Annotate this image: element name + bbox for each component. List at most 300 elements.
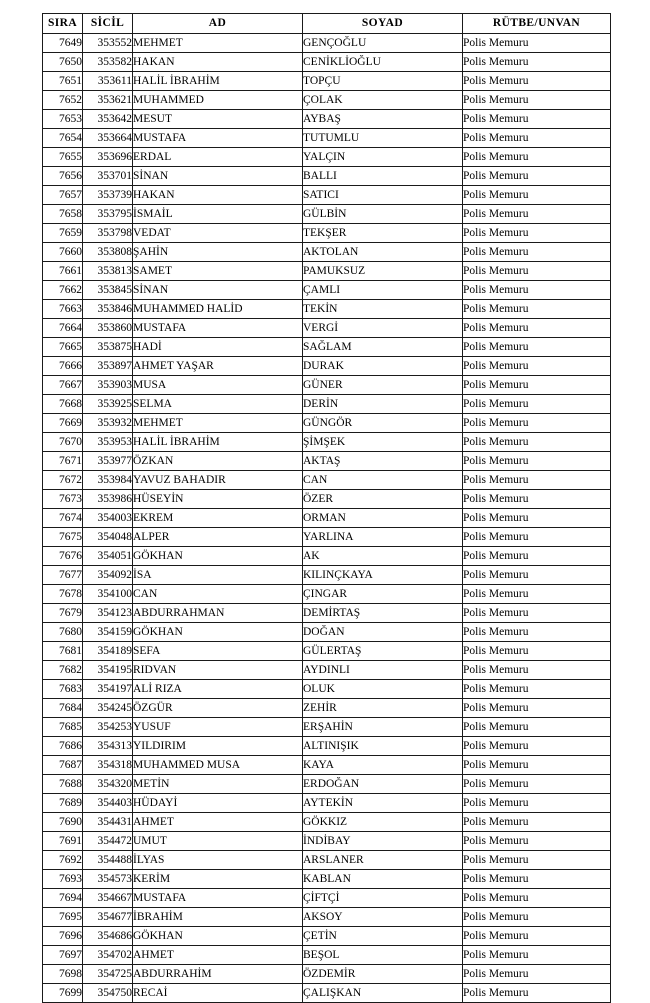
cell-sira: 7668 <box>43 395 83 414</box>
cell-rutbe: Polis Memuru <box>463 851 611 870</box>
table-row <box>43 53 611 72</box>
cell-sicil: 353977 <box>83 452 133 471</box>
table-row <box>43 395 611 414</box>
cell-rutbe: Polis Memuru <box>463 319 611 338</box>
cell-rutbe: Polis Memuru <box>463 832 611 851</box>
cell-ad: ŞAHİN <box>133 243 303 262</box>
cell-sira: 7667 <box>43 376 83 395</box>
table-row <box>43 661 611 680</box>
cell-soyad: ORMAN <box>303 509 463 528</box>
column-header-rutbe: RÜTBE/UNVAN <box>463 14 611 34</box>
cell-rutbe: Polis Memuru <box>463 34 611 53</box>
table-row <box>43 433 611 452</box>
cell-rutbe: Polis Memuru <box>463 566 611 585</box>
cell-soyad: AK <box>303 547 463 566</box>
cell-sira: 7671 <box>43 452 83 471</box>
cell-ad: HADİ <box>133 338 303 357</box>
cell-soyad: ŞİMŞEK <box>303 433 463 452</box>
cell-sira: 7655 <box>43 148 83 167</box>
cell-ad: HAKAN <box>133 53 303 72</box>
table-row <box>43 984 611 1003</box>
cell-ad: MUSTAFA <box>133 129 303 148</box>
cell-ad: HÜSEYİN <box>133 490 303 509</box>
cell-ad: MUHAMMED MUSA <box>133 756 303 775</box>
cell-soyad: TOPÇU <box>303 72 463 91</box>
cell-sicil: 354318 <box>83 756 133 775</box>
cell-ad: HALİL İBRAHİM <box>133 433 303 452</box>
cell-rutbe: Polis Memuru <box>463 889 611 908</box>
cell-sira: 7675 <box>43 528 83 547</box>
cell-sicil: 353642 <box>83 110 133 129</box>
cell-sicil: 354667 <box>83 889 133 908</box>
cell-ad: MUSTAFA <box>133 889 303 908</box>
cell-soyad: TEKİN <box>303 300 463 319</box>
cell-sira: 7676 <box>43 547 83 566</box>
cell-ad: YUSUF <box>133 718 303 737</box>
cell-rutbe: Polis Memuru <box>463 395 611 414</box>
table-row <box>43 927 611 946</box>
cell-sira: 7686 <box>43 737 83 756</box>
cell-rutbe: Polis Memuru <box>463 737 611 756</box>
table-row <box>43 775 611 794</box>
cell-soyad: CAN <box>303 471 463 490</box>
cell-soyad: İNDİBAY <box>303 832 463 851</box>
cell-rutbe: Polis Memuru <box>463 775 611 794</box>
cell-soyad: OLUK <box>303 680 463 699</box>
cell-soyad: BEŞOL <box>303 946 463 965</box>
cell-ad: AHMET <box>133 813 303 832</box>
cell-sira: 7658 <box>43 205 83 224</box>
table-row <box>43 889 611 908</box>
cell-rutbe: Polis Memuru <box>463 813 611 832</box>
table-row <box>43 851 611 870</box>
cell-sicil: 353897 <box>83 357 133 376</box>
cell-ad: RIDVAN <box>133 661 303 680</box>
table-row <box>43 642 611 661</box>
cell-ad: SİNAN <box>133 167 303 186</box>
cell-rutbe: Polis Memuru <box>463 718 611 737</box>
table-row <box>43 680 611 699</box>
cell-soyad: ERDOĞAN <box>303 775 463 794</box>
cell-sira: 7689 <box>43 794 83 813</box>
cell-ad: İBRAHİM <box>133 908 303 927</box>
cell-ad: İLYAS <box>133 851 303 870</box>
cell-sicil: 353552 <box>83 34 133 53</box>
cell-sira: 7664 <box>43 319 83 338</box>
cell-rutbe: Polis Memuru <box>463 984 611 1003</box>
cell-sira: 7656 <box>43 167 83 186</box>
table-row <box>43 91 611 110</box>
cell-sicil: 353984 <box>83 471 133 490</box>
cell-sira: 7659 <box>43 224 83 243</box>
cell-sicil: 354677 <box>83 908 133 927</box>
cell-sicil: 353739 <box>83 186 133 205</box>
cell-sira: 7649 <box>43 34 83 53</box>
table-body <box>43 34 611 1003</box>
document-page <box>42 13 610 1003</box>
cell-soyad: ÇETİN <box>303 927 463 946</box>
cell-sira: 7694 <box>43 889 83 908</box>
cell-soyad: DERİN <box>303 395 463 414</box>
cell-soyad: CENİKLİOĞLU <box>303 53 463 72</box>
cell-sicil: 354159 <box>83 623 133 642</box>
cell-ad: AHMET YAŞAR <box>133 357 303 376</box>
cell-rutbe: Polis Memuru <box>463 604 611 623</box>
cell-sicil: 354431 <box>83 813 133 832</box>
cell-rutbe: Polis Memuru <box>463 262 611 281</box>
cell-sicil: 354313 <box>83 737 133 756</box>
cell-soyad: ÇINGAR <box>303 585 463 604</box>
table-row <box>43 338 611 357</box>
cell-rutbe: Polis Memuru <box>463 471 611 490</box>
column-header-sicil: SİCİL <box>83 14 133 34</box>
table-row <box>43 604 611 623</box>
table-row <box>43 490 611 509</box>
cell-sicil: 354197 <box>83 680 133 699</box>
cell-soyad: GÜNER <box>303 376 463 395</box>
cell-sicil: 354750 <box>83 984 133 1003</box>
cell-sira: 7663 <box>43 300 83 319</box>
table-row <box>43 509 611 528</box>
cell-sicil: 354488 <box>83 851 133 870</box>
cell-sira: 7650 <box>43 53 83 72</box>
cell-ad: SEFA <box>133 642 303 661</box>
table-row <box>43 167 611 186</box>
column-header-ad: AD <box>133 14 303 34</box>
cell-sira: 7692 <box>43 851 83 870</box>
cell-ad: MUHAMMED HALİD <box>133 300 303 319</box>
cell-sicil: 353845 <box>83 281 133 300</box>
cell-ad: KERİM <box>133 870 303 889</box>
cell-sicil: 353696 <box>83 148 133 167</box>
cell-sicil: 354100 <box>83 585 133 604</box>
cell-ad: RECAİ <box>133 984 303 1003</box>
cell-rutbe: Polis Memuru <box>463 148 611 167</box>
cell-soyad: DOĞAN <box>303 623 463 642</box>
cell-sira: 7677 <box>43 566 83 585</box>
table-row <box>43 205 611 224</box>
cell-soyad: ÇAMLI <box>303 281 463 300</box>
table-row <box>43 699 611 718</box>
cell-rutbe: Polis Memuru <box>463 908 611 927</box>
cell-rutbe: Polis Memuru <box>463 946 611 965</box>
cell-rutbe: Polis Memuru <box>463 224 611 243</box>
cell-sira: 7662 <box>43 281 83 300</box>
cell-soyad: BALLI <box>303 167 463 186</box>
cell-ad: ALİ RIZA <box>133 680 303 699</box>
cell-ad: YILDIRIM <box>133 737 303 756</box>
cell-sira: 7690 <box>43 813 83 832</box>
table-row <box>43 72 611 91</box>
table-row <box>43 281 611 300</box>
cell-rutbe: Polis Memuru <box>463 205 611 224</box>
cell-sicil: 353986 <box>83 490 133 509</box>
cell-sicil: 354320 <box>83 775 133 794</box>
table-row <box>43 471 611 490</box>
table-header-row <box>43 14 611 34</box>
cell-rutbe: Polis Memuru <box>463 91 611 110</box>
cell-sira: 7673 <box>43 490 83 509</box>
cell-sicil: 354686 <box>83 927 133 946</box>
table-row <box>43 737 611 756</box>
table-row <box>43 129 611 148</box>
cell-sira: 7691 <box>43 832 83 851</box>
table-row <box>43 908 611 927</box>
cell-sira: 7698 <box>43 965 83 984</box>
cell-sicil: 354245 <box>83 699 133 718</box>
cell-sicil: 354472 <box>83 832 133 851</box>
cell-ad: VEDAT <box>133 224 303 243</box>
table-row <box>43 376 611 395</box>
cell-sicil: 353795 <box>83 205 133 224</box>
cell-ad: ABDURRAHİM <box>133 965 303 984</box>
cell-sicil: 353664 <box>83 129 133 148</box>
cell-soyad: DURAK <box>303 357 463 376</box>
cell-ad: MEHMET <box>133 414 303 433</box>
cell-rutbe: Polis Memuru <box>463 680 611 699</box>
table-header <box>43 14 611 34</box>
cell-ad: HAKAN <box>133 186 303 205</box>
cell-ad: İSA <box>133 566 303 585</box>
table-row <box>43 224 611 243</box>
cell-soyad: AKTAŞ <box>303 452 463 471</box>
cell-soyad: KAYA <box>303 756 463 775</box>
cell-soyad: ZEHİR <box>303 699 463 718</box>
cell-soyad: ERŞAHİN <box>303 718 463 737</box>
cell-soyad: YALÇIN <box>303 148 463 167</box>
cell-sira: 7684 <box>43 699 83 718</box>
cell-ad: UMUT <box>133 832 303 851</box>
cell-sicil: 353808 <box>83 243 133 262</box>
cell-rutbe: Polis Memuru <box>463 528 611 547</box>
cell-ad: MEHMET <box>133 34 303 53</box>
table-row <box>43 528 611 547</box>
cell-sira: 7670 <box>43 433 83 452</box>
cell-ad: ÖZKAN <box>133 452 303 471</box>
cell-rutbe: Polis Memuru <box>463 110 611 129</box>
cell-ad: MUHAMMED <box>133 91 303 110</box>
table-row <box>43 300 611 319</box>
cell-rutbe: Polis Memuru <box>463 72 611 91</box>
cell-sicil: 354195 <box>83 661 133 680</box>
cell-soyad: TUTUMLU <box>303 129 463 148</box>
table-row <box>43 34 611 53</box>
cell-soyad: GENÇOĞLU <box>303 34 463 53</box>
cell-rutbe: Polis Memuru <box>463 585 611 604</box>
cell-rutbe: Polis Memuru <box>463 699 611 718</box>
cell-sicil: 353875 <box>83 338 133 357</box>
cell-sicil: 354573 <box>83 870 133 889</box>
cell-soyad: ÇİFTÇİ <box>303 889 463 908</box>
table-row <box>43 794 611 813</box>
cell-sicil: 354051 <box>83 547 133 566</box>
cell-soyad: KABLAN <box>303 870 463 889</box>
cell-rutbe: Polis Memuru <box>463 53 611 72</box>
cell-rutbe: Polis Memuru <box>463 452 611 471</box>
cell-ad: YAVUZ BAHADIR <box>133 471 303 490</box>
cell-soyad: GÜLBİN <box>303 205 463 224</box>
cell-sicil: 353860 <box>83 319 133 338</box>
cell-sicil: 353611 <box>83 72 133 91</box>
cell-sicil: 353582 <box>83 53 133 72</box>
cell-sira: 7657 <box>43 186 83 205</box>
cell-soyad: ÇOLAK <box>303 91 463 110</box>
cell-sira: 7652 <box>43 91 83 110</box>
cell-ad: MUSA <box>133 376 303 395</box>
cell-rutbe: Polis Memuru <box>463 376 611 395</box>
cell-ad: HALİL İBRAHİM <box>133 72 303 91</box>
table-row <box>43 547 611 566</box>
cell-ad: ALPER <box>133 528 303 547</box>
cell-ad: GÖKHAN <box>133 927 303 946</box>
cell-soyad: ÖZER <box>303 490 463 509</box>
cell-ad: SELMA <box>133 395 303 414</box>
cell-soyad: AYBAŞ <box>303 110 463 129</box>
cell-rutbe: Polis Memuru <box>463 167 611 186</box>
cell-sira: 7699 <box>43 984 83 1003</box>
table-row <box>43 566 611 585</box>
column-header-soyad: SOYAD <box>303 14 463 34</box>
cell-ad: İSMAİL <box>133 205 303 224</box>
cell-soyad: GÜLERTAŞ <box>303 642 463 661</box>
cell-rutbe: Polis Memuru <box>463 927 611 946</box>
table-row <box>43 414 611 433</box>
cell-sicil: 353925 <box>83 395 133 414</box>
cell-ad: HÜDAYİ <box>133 794 303 813</box>
cell-ad: ABDURRAHMAN <box>133 604 303 623</box>
cell-soyad: DEMİRTAŞ <box>303 604 463 623</box>
table-row <box>43 965 611 984</box>
cell-rutbe: Polis Memuru <box>463 642 611 661</box>
cell-soyad: GÜNGÖR <box>303 414 463 433</box>
cell-sira: 7681 <box>43 642 83 661</box>
table-row <box>43 832 611 851</box>
cell-sira: 7680 <box>43 623 83 642</box>
table-row <box>43 186 611 205</box>
cell-sira: 7693 <box>43 870 83 889</box>
cell-sira: 7661 <box>43 262 83 281</box>
cell-rutbe: Polis Memuru <box>463 870 611 889</box>
cell-soyad: ALTINIŞIK <box>303 737 463 756</box>
cell-soyad: SATICI <box>303 186 463 205</box>
column-header-sira: SIRA <box>43 14 83 34</box>
cell-ad: CAN <box>133 585 303 604</box>
table-row <box>43 946 611 965</box>
cell-soyad: TEKŞER <box>303 224 463 243</box>
cell-ad: ÖZGÜR <box>133 699 303 718</box>
table-row <box>43 718 611 737</box>
cell-soyad: ARSLANER <box>303 851 463 870</box>
table-row <box>43 262 611 281</box>
cell-ad: MUSTAFA <box>133 319 303 338</box>
cell-sicil: 353953 <box>83 433 133 452</box>
cell-rutbe: Polis Memuru <box>463 433 611 452</box>
cell-rutbe: Polis Memuru <box>463 357 611 376</box>
cell-sicil: 353846 <box>83 300 133 319</box>
cell-sicil: 354253 <box>83 718 133 737</box>
personnel-roster-table <box>42 13 611 1003</box>
table-row <box>43 357 611 376</box>
cell-soyad: GÖKKIZ <box>303 813 463 832</box>
table-row <box>43 756 611 775</box>
cell-soyad: AKTOLAN <box>303 243 463 262</box>
cell-sicil: 354189 <box>83 642 133 661</box>
cell-ad: SİNAN <box>133 281 303 300</box>
cell-soyad: ÖZDEMİR <box>303 965 463 984</box>
cell-sira: 7666 <box>43 357 83 376</box>
table-row <box>43 870 611 889</box>
cell-sicil: 353621 <box>83 91 133 110</box>
cell-ad: METİN <box>133 775 303 794</box>
cell-soyad: AKSOY <box>303 908 463 927</box>
cell-soyad: AYTEKİN <box>303 794 463 813</box>
cell-sira: 7697 <box>43 946 83 965</box>
cell-sira: 7678 <box>43 585 83 604</box>
cell-sicil: 353932 <box>83 414 133 433</box>
cell-ad: MESUT <box>133 110 303 129</box>
cell-rutbe: Polis Memuru <box>463 300 611 319</box>
cell-ad: GÖKHAN <box>133 547 303 566</box>
cell-ad: ERDAL <box>133 148 303 167</box>
cell-sira: 7674 <box>43 509 83 528</box>
table-row <box>43 452 611 471</box>
cell-rutbe: Polis Memuru <box>463 509 611 528</box>
cell-sicil: 354123 <box>83 604 133 623</box>
cell-soyad: SAĞLAM <box>303 338 463 357</box>
cell-rutbe: Polis Memuru <box>463 623 611 642</box>
cell-sicil: 353798 <box>83 224 133 243</box>
cell-sira: 7682 <box>43 661 83 680</box>
cell-sira: 7651 <box>43 72 83 91</box>
cell-soyad: ÇALIŞKAN <box>303 984 463 1003</box>
cell-ad: GÖKHAN <box>133 623 303 642</box>
cell-sira: 7669 <box>43 414 83 433</box>
cell-sira: 7696 <box>43 927 83 946</box>
cell-sicil: 354003 <box>83 509 133 528</box>
table-row <box>43 148 611 167</box>
cell-rutbe: Polis Memuru <box>463 414 611 433</box>
cell-rutbe: Polis Memuru <box>463 756 611 775</box>
cell-rutbe: Polis Memuru <box>463 186 611 205</box>
cell-rutbe: Polis Memuru <box>463 661 611 680</box>
cell-sira: 7688 <box>43 775 83 794</box>
cell-sira: 7695 <box>43 908 83 927</box>
cell-sicil: 353903 <box>83 376 133 395</box>
cell-rutbe: Polis Memuru <box>463 794 611 813</box>
cell-rutbe: Polis Memuru <box>463 547 611 566</box>
cell-soyad: KILINÇKAYA <box>303 566 463 585</box>
table-row <box>43 585 611 604</box>
cell-sira: 7683 <box>43 680 83 699</box>
cell-rutbe: Polis Memuru <box>463 129 611 148</box>
cell-sira: 7685 <box>43 718 83 737</box>
cell-rutbe: Polis Memuru <box>463 490 611 509</box>
cell-ad: EKREM <box>133 509 303 528</box>
cell-soyad: YARLINA <box>303 528 463 547</box>
cell-soyad: AYDINLI <box>303 661 463 680</box>
cell-ad: SAMET <box>133 262 303 281</box>
cell-sicil: 354048 <box>83 528 133 547</box>
cell-rutbe: Polis Memuru <box>463 965 611 984</box>
cell-sira: 7679 <box>43 604 83 623</box>
table-row <box>43 623 611 642</box>
cell-sicil: 354092 <box>83 566 133 585</box>
cell-sicil: 354725 <box>83 965 133 984</box>
table-row <box>43 319 611 338</box>
cell-sicil: 353813 <box>83 262 133 281</box>
table-row <box>43 813 611 832</box>
cell-sira: 7687 <box>43 756 83 775</box>
